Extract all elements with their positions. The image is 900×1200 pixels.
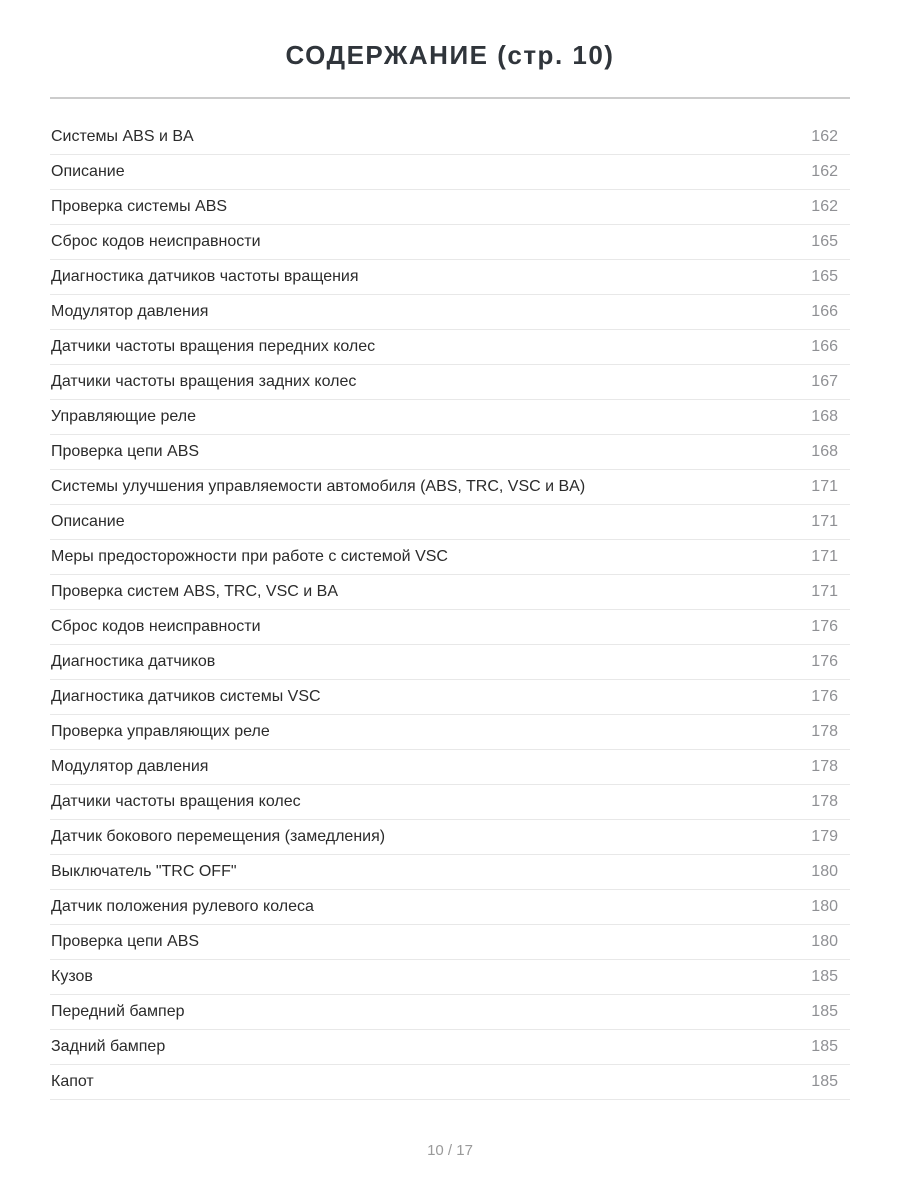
toc-row	[50, 120, 850, 155]
toc-entry-label: Диагностика датчиков системы VSC	[51, 688, 321, 705]
toc-entry-page-number: 171	[811, 583, 838, 600]
toc-row	[50, 890, 850, 925]
toc-entry-page-number: 185	[811, 1038, 838, 1055]
toc-row	[50, 330, 850, 365]
toc-row	[50, 540, 850, 575]
toc-entry-label: Проверка цепи ABS	[51, 443, 200, 460]
toc-entry-label: Кузов	[51, 968, 93, 985]
toc-entry-label: Описание	[51, 163, 125, 180]
toc-entry-label: Меры предосторожности при работе с системой VSC	[51, 548, 448, 565]
toc-entry-label: Сброс кодов неисправности	[51, 233, 261, 250]
toc-entry-page-number: 178	[811, 758, 838, 775]
toc-row	[50, 820, 850, 855]
toc-entry-page-number: 185	[811, 1003, 838, 1020]
toc-entry-page-number: 167	[811, 373, 838, 390]
toc-entry-page-number: 165	[811, 233, 838, 250]
toc-entry-label: Капот	[51, 1073, 94, 1090]
toc-entry-page-number: 162	[811, 163, 838, 180]
toc-entry-page-number: 178	[811, 793, 838, 810]
toc-entry-page-number: 168	[811, 408, 838, 425]
toc-row	[50, 995, 850, 1030]
toc-entry-label: Датчики частоты вращения передних колес	[51, 338, 376, 355]
toc-entry-page-number: 171	[811, 548, 838, 565]
toc-entry-label: Проверка систем ABS, TRC, VSC и BA	[51, 583, 338, 600]
toc-entry-page-number: 179	[811, 828, 838, 845]
toc-entry-label: Датчики частоты вращения задних колес	[51, 373, 357, 390]
toc-entry-page-number: 176	[811, 653, 838, 670]
toc-row	[50, 645, 850, 680]
toc-entry-page-number: 171	[811, 478, 838, 495]
toc-entry-label: Сброс кодов неисправности	[51, 618, 261, 635]
toc-row	[50, 715, 850, 750]
toc-row	[50, 785, 850, 820]
toc-entry-label: Модулятор давления	[51, 303, 209, 320]
toc-entry-label: Системы улучшения управляемости автомобиля (ABS, TRC, VSC и BA)	[51, 478, 586, 495]
toc-entry-label: Диагностика датчиков	[51, 653, 216, 670]
toc-entry-page-number: 168	[811, 443, 838, 460]
toc-entry-page-number: 166	[811, 303, 838, 320]
toc-row	[50, 575, 850, 610]
toc-row	[50, 960, 850, 995]
toc-entry-page-number: 180	[811, 898, 838, 915]
toc-row	[50, 295, 850, 330]
toc-entry-label: Управляющие реле	[51, 408, 196, 425]
toc-entry-page-number: 166	[811, 338, 838, 355]
toc-entry-page-number: 185	[811, 1073, 838, 1090]
toc-entry-label: Датчик положения рулевого колеса	[51, 898, 314, 915]
toc-entry-page-number: 178	[811, 723, 838, 740]
toc-row	[50, 190, 850, 225]
toc-entry-page-number: 180	[811, 933, 838, 950]
toc-row	[50, 1030, 850, 1065]
toc-entry-label: Проверка системы ABS	[51, 198, 228, 215]
toc-entry-label: Диагностика датчиков частоты вращения	[51, 268, 359, 285]
toc-entry-label: Датчик бокового перемещения (замедления)	[51, 828, 386, 845]
toc-entry-page-number: 165	[811, 268, 838, 285]
toc-entry-page-number: 171	[811, 513, 838, 530]
toc-entry-page-number: 162	[811, 128, 838, 145]
toc-entry-page-number: 176	[811, 618, 838, 635]
toc-entry-label: Датчики частоты вращения колес	[51, 793, 301, 810]
toc-entry-label: Проверка цепи ABS	[51, 933, 200, 950]
toc-row	[50, 225, 850, 260]
toc-entry-label: Проверка управляющих реле	[51, 723, 270, 740]
toc-row	[50, 260, 850, 295]
toc-row	[50, 365, 850, 400]
toc-row	[50, 1065, 850, 1100]
toc-entry-page-number: 185	[811, 968, 838, 985]
toc-entry-label: Передний бампер	[51, 1003, 185, 1020]
toc-row	[50, 925, 850, 960]
toc-row	[50, 505, 850, 540]
toc-entry-label: Выключатель "TRC OFF"	[51, 863, 237, 880]
toc-entry-page-number: 162	[811, 198, 838, 215]
toc-entry-label: Задний бампер	[51, 1038, 166, 1055]
toc-row	[50, 855, 850, 890]
page-title: СОДЕРЖАНИЕ (стр. 10)	[285, 40, 615, 70]
toc-row	[50, 470, 850, 505]
toc-row	[50, 400, 850, 435]
toc-entry-label: Описание	[51, 513, 125, 530]
toc-entry-label: Модулятор давления	[51, 758, 209, 775]
page-indicator: 10 / 17	[427, 1142, 473, 1159]
toc-row	[50, 610, 850, 645]
toc-row	[50, 155, 850, 190]
toc-row	[50, 750, 850, 785]
toc-entry-page-number: 176	[811, 688, 838, 705]
toc-row	[50, 435, 850, 470]
toc-entry-page-number: 180	[811, 863, 838, 880]
toc-list	[50, 99, 850, 1100]
toc-entry-label: Системы ABS и BA	[51, 128, 194, 145]
toc-row	[50, 680, 850, 715]
